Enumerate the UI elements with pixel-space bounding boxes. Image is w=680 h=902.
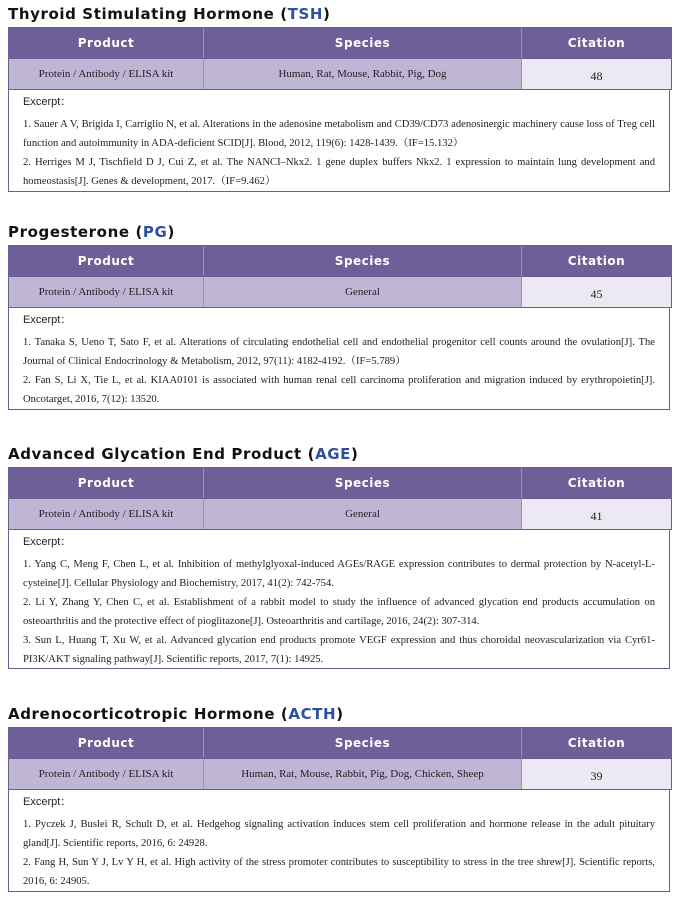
column-header-product: Product	[9, 28, 204, 58]
table-row	[9, 758, 671, 789]
column-header-species: Species	[204, 728, 522, 758]
table-header	[9, 28, 671, 58]
table-row	[9, 58, 671, 89]
product-table	[8, 727, 672, 790]
reference-item: 1. Pyczek J, Buslei R, Schult D, et al. Hedgehog signaling activation induces stem cell proliferation and hormone release in the adult pituitary gland[J]. Scientific reports, 2016, 6: 24928.	[23, 819, 655, 849]
reference-item: 2. Herriges M J, Tischfield D J, Cui Z, et al. The NANCI–Nkx2. 1 gene duplex buffers Nkx2. 1 expression to maintain lung development and homeostasis[J]. Genes & development, 2017.（IF=9.462）	[23, 157, 655, 187]
column-header-product: Product	[9, 246, 204, 276]
abbreviation: AGE	[315, 445, 352, 463]
reference-item: 2. Fan S, Li X, Tie L, et al. KIAA0101 is associated with human renal cell carcinoma proliferation and migration induced by erythropoietin[J]. Oncotarget, 2016, 7(12): 13520.	[23, 375, 655, 405]
excerpt-label: Excerpt：	[23, 536, 72, 548]
species-cell: General	[204, 277, 522, 307]
excerpt-box	[8, 307, 670, 410]
product-cell: Protein / Antibody / ELISA kit	[9, 499, 204, 529]
table-header	[9, 468, 671, 498]
reference-item: 3. Sun L, Huang T, Xu W, et al. Advanced glycation end products promote VEGF expression and thus choroidal neovascularization via Cyr61-PI3K/AKT signaling pathway[J]. Scientific reports, 2017, 7(1): 14925.	[23, 635, 655, 665]
abbreviation: TSH	[287, 5, 324, 23]
excerpt-box	[8, 529, 670, 669]
species-cell: Human, Rat, Mouse, Rabbit, Pig, Dog, Chicken, Sheep	[204, 759, 522, 789]
table-header	[9, 728, 671, 758]
column-header-product: Product	[9, 468, 204, 498]
excerpt-label: Excerpt：	[23, 796, 72, 808]
product-cell: Protein / Antibody / ELISA kit	[9, 759, 204, 789]
column-header-citation: Citation	[567, 476, 626, 490]
reference-item: 2. Fang H, Sun Y J, Lv Y H, et al. High activity of the stress promoter contributes to susceptibility to stress in the tree shrew[J]. Scientific reports, 2016, 6: 24905.	[23, 857, 655, 887]
abbreviation: PG	[142, 223, 168, 241]
citation-cell: 41	[522, 499, 671, 529]
excerpt-box	[8, 89, 670, 192]
species-cell: General	[204, 499, 522, 529]
column-header-citation: Citation	[567, 736, 626, 750]
citation-cell: 39	[522, 759, 671, 789]
product-cell: Protein / Antibody / ELISA kit	[9, 59, 204, 89]
abbreviation: ACTH	[288, 705, 337, 723]
reference-item: 1. Tanaka S, Ueno T, Sato F, et al. Alterations of circulating endothelial cell and endothelial progenitor cell counts around the ovulation[J]. The Journal of Clinical Endocrinology & Metabolism, 2012, 97(11): 4182-4192.（IF=5.789）	[23, 337, 655, 367]
column-header-species: Species	[204, 468, 522, 498]
column-header-species: Species	[204, 28, 522, 58]
citation-cell: 45	[522, 277, 671, 307]
table-row	[9, 498, 671, 529]
column-header-citation: Citation	[567, 36, 626, 50]
section-title: Advanced Glycation End Product (AGE)	[8, 445, 359, 463]
species-cell: Human, Rat, Mouse, Rabbit, Pig, Dog	[204, 59, 522, 89]
column-header-species: Species	[204, 246, 522, 276]
table-row	[9, 276, 671, 307]
section-title: Thyroid Stimulating Hormone (TSH)	[8, 5, 331, 23]
reference-item: 2. Li Y, Zhang Y, Chen C, et al. Establishment of a rabbit model to study the influence of advanced glycation end products accumulation on osteoarthritis and the protective effect of pioglitazone[J]. Osteoarthritis and cartilage, 2016, 24(2): 307-314.	[23, 597, 655, 627]
excerpt-box	[8, 789, 670, 892]
product-cell: Protein / Antibody / ELISA kit	[9, 277, 204, 307]
table-header	[9, 246, 671, 276]
excerpt-label: Excerpt：	[23, 314, 72, 326]
reference-item: 1. Yang C, Meng F, Chen L, et al. Inhibition of methylglyoxal-induced AGEs/RAGE expression contributes to dermal protection by N-acetyl-L-cysteine[J]. Cellular Physiology and Biochemistry, 2017, 41(2): 742-754.	[23, 559, 655, 589]
section-title: Progesterone (PG)	[8, 223, 175, 241]
product-table	[8, 467, 672, 530]
product-table	[8, 245, 672, 308]
column-header-citation: Citation	[567, 254, 626, 268]
citation-cell: 48	[522, 59, 671, 89]
product-table	[8, 27, 672, 90]
excerpt-label: Excerpt：	[23, 96, 72, 108]
column-header-product: Product	[9, 728, 204, 758]
section-title: Adrenocorticotropic Hormone (ACTH)	[8, 705, 344, 723]
reference-item: 1. Sauer A V, Brigida I, Carriglio N, et al. Alterations in the adenosine metabolism and CD39/CD73 adenosinergic machinery cause loss of Treg cell function and autoimmunity in ADA-deficient SCID[J]. Blood, 2012, 119(6): 1428-1439.（IF=15.132）	[23, 119, 655, 149]
